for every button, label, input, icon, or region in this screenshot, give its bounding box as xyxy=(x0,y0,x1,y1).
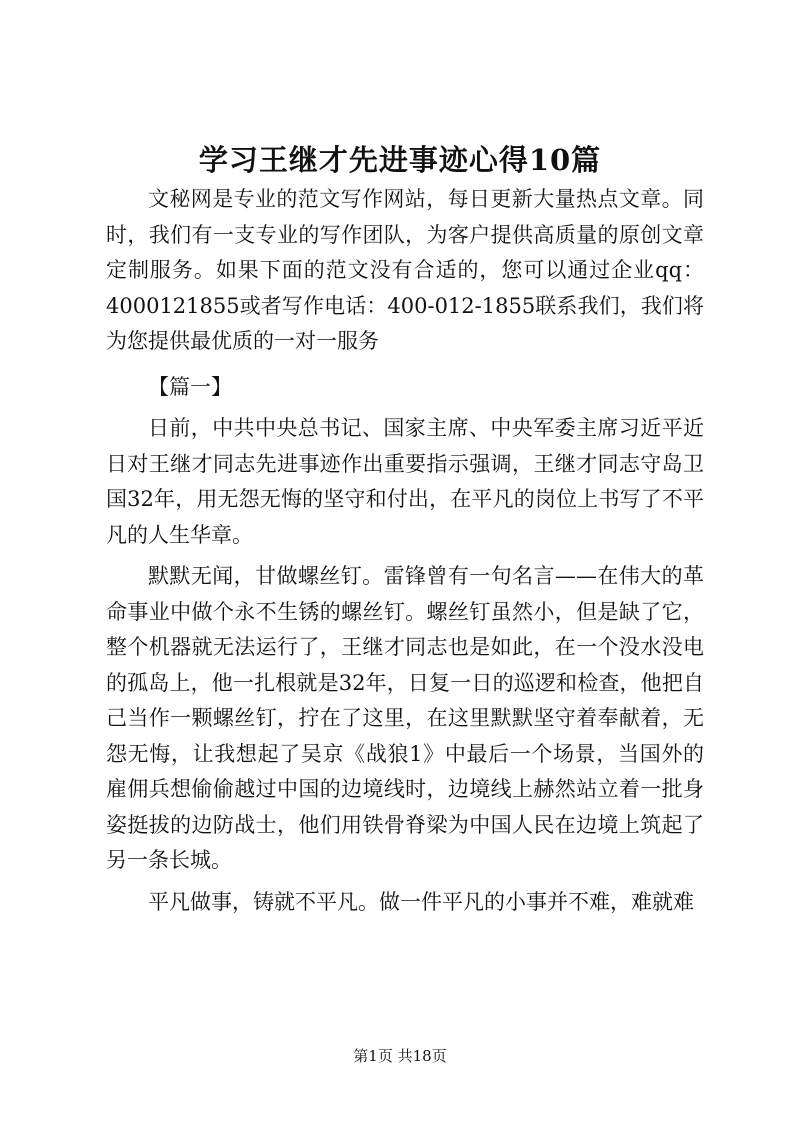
document-title: 学习王继才先进事迹心得10篇 xyxy=(198,143,602,177)
document-body xyxy=(106,182,704,926)
body-paragraph-1: 日前，中共中央总书记、国家主席、中央军委主席习近平近日对王继才同志先进事迹作出重要指示强调，王继才同志守岛卫国32年，用无怨无悔的坚守和付出，在平凡的岗位上书写了不平凡的人生华章。 xyxy=(106,416,704,547)
body-paragraph-3: 平凡做事，铸就不平凡。做一件平凡的小事并不难，难就难 xyxy=(148,889,694,914)
page-footer: 第1页 共18页 xyxy=(353,1047,447,1065)
section-label: 【篇一】 xyxy=(148,374,232,399)
intro-paragraph: 文秘网是专业的范文写作网站，每日更新大量热点文章。同时，我们有一支专业的写作团队，为客户提供高质量的原创文章定制服务。如果下面的范文没有合适的，您可以通过企业qq：4000121855或者写作电话：400-012-1855联系我们，我们将为您提供最优质的一对一服务 xyxy=(106,187,704,353)
body-paragraph-2: 默默无闻，甘做螺丝钉。雷锋曾有一句名言——在伟大的革命事业中做个永不生锈的螺丝钉。螺丝钉虽然小，但是缺了它，整个机器就无法运行了，王继才同志也是如此，在一个没水没电的孤岛上，他一扎根就是32年，日复一日的巡逻和检查，他把自己当作一颗螺丝钉，拧在了这里，在这里默默坚守着奉献着，无怨无悔，让我想起了吴京《战狼1》中最后一个场景，当国外的雇佣兵想偷偷越过中国的边境线时，边境线上赫然站立着一批身姿挺拔的边防战士，他们用铁骨脊梁为中国人民在边境上筑起了另一条长城。 xyxy=(106,564,704,872)
